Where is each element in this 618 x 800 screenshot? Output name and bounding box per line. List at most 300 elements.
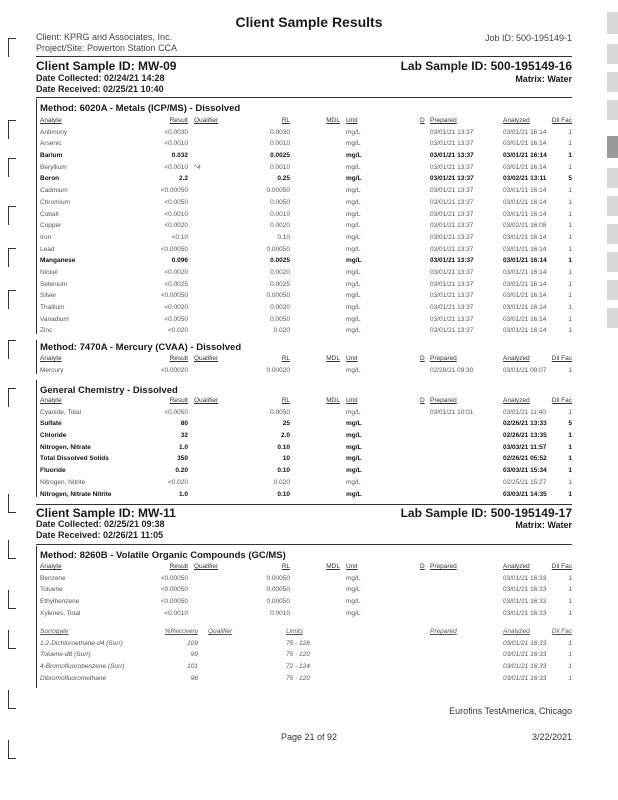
cell-dilfac: 1: [568, 432, 572, 440]
cell-analyzed: 03/01/21 16:33: [503, 639, 547, 647]
cell-dilfac: 1: [568, 245, 572, 253]
cell-unit: mg/L: [346, 455, 362, 463]
column-header-d: D: [420, 355, 425, 362]
cell-dilfac: 1: [568, 210, 572, 218]
cell-unit: mg/L: [346, 598, 361, 606]
cell-analyzed: 03/01/21 16:33: [503, 598, 547, 606]
column-header-prepared: Prepared: [430, 117, 457, 124]
cell-analyte: Cobalt: [40, 210, 59, 218]
cell-result: <0.00050: [160, 292, 188, 300]
cell-result: <0.020: [167, 327, 188, 335]
cell-result: 0.096: [171, 257, 188, 265]
table-row: [40, 244, 572, 256]
cell-dilfac: 1: [568, 455, 572, 463]
results-table-voc: [40, 561, 572, 619]
table-row: [40, 477, 572, 489]
cell-analyzed: 02/25/21 15:27: [503, 478, 547, 486]
margin-bracket: [8, 120, 16, 139]
side-tab: [607, 12, 618, 34]
cell-prepared: 03/01/21 13:37: [430, 233, 474, 241]
table-row: [40, 279, 572, 291]
table-row: [40, 365, 572, 377]
cell-analyte: Chloride: [40, 432, 67, 440]
column-header-analyzed: Analyzed: [503, 397, 530, 404]
column-header-mdl: MDL: [326, 117, 340, 124]
side-tab: [607, 196, 618, 216]
cell-analyte: Vanadium: [40, 315, 69, 323]
cell-analyte: Barium: [40, 152, 63, 160]
cell-unit: mg/L: [346, 420, 362, 428]
cell-result: <0.00050: [160, 574, 188, 582]
method-title: Method: 6020A - Metals (ICP/MS) - Dissolved: [40, 103, 241, 114]
cell-result: 0.20: [175, 467, 188, 475]
cell-recovery: 99: [190, 651, 198, 659]
column-header-unit: Unit: [346, 397, 358, 404]
method-title: Method: 7470A - Mercury (CVAA) - Dissolved: [40, 342, 242, 353]
margin-bracket: [8, 158, 16, 177]
cell-unit: mg/L: [346, 210, 361, 218]
cell-result: <0.00050: [160, 598, 188, 606]
column-header-limits: Limits: [286, 628, 303, 635]
lab-sample-id: Lab Sample ID: 500-195149-16: [400, 59, 572, 73]
cell-analyte: Sulfate: [40, 420, 62, 428]
cell-prepared: 03/01/21 13:37: [430, 257, 474, 265]
cell-result: <0.0050: [164, 315, 188, 323]
table-row: [40, 418, 572, 430]
cell-rl: 0.0025: [270, 280, 290, 288]
cell-analyte: Nitrogen, Nitrate Nitrite: [40, 490, 112, 498]
cell-analyzed: 03/03/21 14:35: [503, 490, 547, 498]
column-header-dilfac: Dil Fac: [551, 628, 572, 635]
cell-analyzed: 02/26/21 13:33: [503, 420, 547, 428]
cell-analyte: Copper: [40, 222, 62, 230]
cell-prepared: 03/01/21 13:37: [430, 140, 474, 148]
cell-dilfac: 1: [568, 315, 572, 323]
cell-rl: 0.0050: [270, 408, 290, 416]
cell-unit: mg/L: [346, 490, 362, 498]
cell-analyzed: 03/01/21 16:14: [503, 315, 547, 323]
side-tab: [607, 72, 618, 92]
divider: [36, 504, 572, 505]
cell-prepared: 03/01/21 10:01: [430, 408, 474, 416]
margin-bracket: [8, 388, 16, 407]
lab-sample-id: Lab Sample ID: 500-195149-17: [400, 506, 572, 520]
matrix: Matrix: Water: [515, 520, 572, 530]
cell-analyzed: 03/01/21 16:14: [503, 292, 547, 300]
column-header-qualifier: Qualifier: [194, 117, 219, 124]
date-received: Date Received: 02/26/21 11:05: [36, 530, 164, 540]
cell-limits: 75 - 120: [286, 674, 310, 682]
margin-bracket: [8, 290, 16, 309]
client-sample-id: Client Sample ID: MW-11: [36, 506, 176, 520]
cell-dilfac: 1: [568, 304, 572, 311]
margin-bracket: [8, 340, 16, 359]
footer-company: Eurofins TestAmerica, Chicago: [449, 706, 572, 716]
cell-dilfac: 1: [568, 443, 572, 451]
column-header-analyzed: Analyzed: [503, 355, 530, 362]
method-title: General Chemistry - Dissolved: [40, 385, 178, 396]
cell-analyzed: 03/01/21 16:14: [503, 187, 547, 195]
cell-dilfac: 1: [568, 467, 572, 475]
cell-unit: mg/L: [346, 432, 362, 440]
cell-analyzed: 03/01/21 16:14: [503, 304, 547, 311]
column-header-analyte: Analyte: [40, 397, 62, 404]
margin-bracket: [8, 630, 16, 649]
cell-analyzed: 03/02/21 16:08: [503, 222, 547, 230]
cell-unit: mg/L: [346, 140, 361, 148]
cell-analyzed: 02/26/21 05:52: [503, 455, 547, 463]
cell-dilfac: 1: [568, 639, 572, 647]
sample-dates: [36, 73, 165, 95]
cell-rl: 0.0050: [270, 315, 290, 323]
client-info: [36, 32, 177, 54]
cell-prepared: 03/01/21 13:37: [430, 152, 474, 160]
table-row: [40, 584, 572, 596]
side-tab: [607, 100, 618, 120]
table-row: [40, 407, 572, 419]
cell-analyte: Nitrogen, Nitrate: [40, 443, 91, 451]
cell-result: <0.0020: [164, 268, 188, 276]
cell-analyzed: 03/03/21 15:34: [503, 467, 547, 475]
margin-bracket: [8, 248, 16, 267]
column-header-prepared: Prepared: [430, 397, 457, 404]
cell-analyte: Antimony: [40, 128, 68, 136]
cell-result: 1.0: [178, 490, 188, 498]
cell-rl: 0.0010: [270, 210, 290, 218]
cell-unit: mg/L: [346, 280, 361, 288]
side-tab: [607, 252, 618, 272]
side-tab: [607, 280, 618, 300]
cell-rl: 0.0025: [270, 257, 290, 265]
divider: [36, 97, 572, 98]
column-header-analyte: Analyte: [40, 355, 62, 362]
client-name: Client: KPRG and Associates, Inc.: [36, 32, 173, 42]
cell-limits: 75 - 126: [286, 639, 310, 647]
cell-rl: 0.00050: [266, 574, 290, 582]
cell-analyzed: 02/26/21 13:35: [503, 432, 547, 440]
job-id: Job ID: 500-195149-1: [484, 33, 572, 43]
cell-result: <0.0020: [164, 304, 188, 311]
cell-result: <0.0010: [164, 163, 188, 171]
results-table-mercury: [40, 353, 572, 376]
cell-prepared: 03/01/21 13:37: [430, 175, 474, 183]
cell-unit: mg/L: [346, 163, 361, 171]
cell-analyzed: 03/01/21 11:40: [503, 408, 546, 416]
cell-dilfac: 1: [568, 280, 572, 288]
cell-surrogate: 4-Bromofluorobenzene (Surr): [40, 663, 125, 671]
cell-dilfac: 1: [568, 408, 572, 416]
table-row: [40, 325, 572, 337]
cell-prepared: 03/01/21 13:37: [430, 292, 474, 300]
column-header-surrogate: Surrogate: [40, 628, 69, 635]
cell-rl: 0.00050: [266, 245, 290, 253]
cell-analyzed: 03/01/21 16:33: [503, 586, 547, 594]
cell-rl: 2.0: [280, 432, 290, 440]
column-header-mdl: MDL: [326, 563, 340, 570]
column-header-prepared: Prepared: [430, 628, 457, 635]
cell-limits: 72 - 124: [286, 663, 310, 671]
cell-result: <0.0010: [164, 210, 188, 218]
cell-unit: mg/L: [346, 315, 361, 323]
cell-recovery: 109: [187, 639, 198, 647]
cell-analyzed: 03/01/21 16:33: [503, 663, 547, 671]
table-row: [40, 173, 572, 185]
cell-rl: 0.00050: [266, 187, 290, 195]
cell-analyte: Manganese: [40, 257, 76, 265]
table-row: [40, 162, 572, 174]
column-header-analyzed: Analyzed: [503, 563, 530, 570]
cell-unit: mg/L: [346, 268, 361, 276]
date-collected: Date Collected: 02/25/21 09:38: [36, 519, 165, 529]
column-header-unit: Unit: [346, 563, 358, 570]
cell-rl: 0.0010: [270, 140, 290, 148]
cell-prepared: 03/01/21 13:37: [430, 222, 474, 230]
table-row: [40, 197, 572, 209]
cell-dilfac: 1: [568, 268, 572, 276]
cell-analyte: Mercury: [40, 366, 64, 374]
cell-unit: mg/L: [346, 198, 361, 206]
column-header-dilfac: Dil Fac: [551, 397, 572, 404]
cell-analyzed: 03/01/21 16:14: [503, 327, 547, 335]
cell-result: 32: [180, 432, 188, 440]
column-header-qualifier: Qualifier: [208, 628, 233, 635]
cell-prepared: 03/01/21 13:37: [430, 187, 474, 195]
margin-bracket: [8, 540, 16, 559]
cell-result: <0.10: [171, 233, 188, 241]
cell-dilfac: 1: [568, 292, 572, 300]
cell-dilfac: 1: [568, 327, 572, 335]
cell-dilfac: 1: [568, 187, 572, 195]
cell-analyte: Arsenic: [40, 140, 62, 148]
cell-result: <0.0050: [164, 408, 188, 416]
cell-unit: mg/L: [346, 233, 361, 241]
surrogate-table: [40, 626, 572, 684]
margin-bracket: [8, 494, 16, 513]
cell-analyte: Nitrogen, Nitrite: [40, 478, 86, 486]
table-header: [40, 395, 572, 407]
cell-rl: 0.10: [277, 490, 290, 498]
results-table-general: [40, 395, 572, 500]
cell-unit: mg/L: [346, 478, 361, 486]
cell-result: <0.0020: [164, 222, 188, 230]
page-number: Page 21 of 92: [280, 732, 338, 742]
cell-unit: mg/L: [346, 187, 361, 195]
table-row: [40, 442, 572, 454]
cell-rl: 0.25: [277, 175, 290, 183]
cell-unit: mg/L: [346, 128, 361, 136]
table-row: [40, 255, 572, 267]
divider: [36, 56, 572, 57]
cell-limits: 75 - 120: [286, 651, 310, 659]
cell-analyzed: 03/01/21 16:14: [503, 198, 547, 206]
cell-dilfac: 1: [568, 222, 572, 230]
table-row: [40, 290, 572, 302]
cell-rl: 0.020: [273, 327, 290, 335]
cell-analyte: Thallium: [40, 304, 65, 311]
cell-prepared: 03/01/21 13:37: [430, 128, 474, 136]
cell-dilfac: 1: [568, 366, 572, 374]
table-row: [40, 430, 572, 442]
column-header-analyzed: Analyzed: [503, 117, 530, 124]
cell-result: 80: [180, 420, 188, 428]
column-header-prepared: Prepared: [430, 355, 457, 362]
cell-dilfac: 5: [568, 420, 572, 428]
column-header-mdl: MDL: [326, 397, 340, 404]
date-collected: Date Collected: 02/24/21 14:28: [36, 73, 165, 83]
date-received: Date Received: 02/25/21 10:40: [36, 84, 164, 94]
column-header-rl: RL: [281, 563, 290, 570]
table-header: [40, 115, 572, 127]
cell-analyzed: 03/01/21 16:14: [503, 245, 547, 253]
margin-bracket: [8, 38, 16, 57]
cell-analyte: Toluene: [40, 586, 63, 594]
cell-analyzed: 03/01/21 16:14: [503, 210, 547, 218]
cell-rl: 0.00020: [266, 366, 290, 374]
column-header-result: Result: [169, 117, 188, 124]
margin-bracket: [8, 740, 16, 759]
cell-dilfac: 1: [568, 233, 572, 241]
cell-dilfac: 1: [568, 586, 572, 594]
table-row: [40, 453, 572, 465]
method-title: Method: 8260B - Volatile Organic Compounds (GC/MS): [40, 550, 286, 561]
cell-rl: 0.00050: [266, 292, 290, 300]
cell-analyzed: 03/01/21 16:33: [503, 609, 547, 617]
cell-result: <0.0025: [164, 280, 188, 288]
cell-result: <0.00050: [160, 245, 188, 253]
table-row: [40, 489, 572, 501]
cell-rl: 0.00050: [266, 586, 290, 594]
side-tab: [607, 308, 618, 328]
column-header-mdl: MDL: [326, 355, 340, 362]
cell-analyte: Cadmium: [40, 187, 68, 195]
table-header: [40, 353, 572, 365]
column-header-recovery: %Recovery: [164, 628, 198, 635]
cell-result: <0.00050: [160, 187, 188, 195]
cell-dilfac: 1: [568, 163, 572, 171]
cell-unit: mg/L: [346, 327, 361, 335]
cell-unit: mg/L: [346, 257, 362, 265]
side-tab: [607, 44, 618, 64]
column-header-prepared: Prepared: [430, 563, 457, 570]
margin-bracket: [8, 206, 16, 225]
cell-result: 0.032: [171, 152, 188, 160]
cell-prepared: 03/01/21 13:37: [430, 315, 474, 323]
cell-analyzed: 03/01/21 09:07: [503, 366, 547, 374]
client-sample-id: Client Sample ID: MW-09: [36, 59, 177, 73]
cell-unit: mg/L: [346, 222, 361, 230]
cell-rl: 0.0020: [270, 222, 290, 230]
cell-unit: mg/L: [346, 443, 362, 451]
cell-recovery: 96: [190, 674, 198, 682]
cell-result: 1.0: [178, 443, 188, 451]
cell-surrogate: Toluene-d8 (Surr): [40, 651, 91, 659]
table-row: [40, 596, 572, 608]
column-header-dilfac: Dil Fac: [551, 563, 572, 570]
table-row: [40, 465, 572, 477]
cell-analyzed: 03/02/21 13:11: [503, 175, 547, 183]
cell-qualifier: ^4: [194, 163, 201, 171]
column-header-rl: RL: [281, 117, 290, 124]
cell-dilfac: 1: [568, 609, 572, 617]
cell-analyte: Zinc: [40, 327, 53, 335]
cell-rl: 0.00050: [266, 598, 290, 606]
cell-unit: mg/L: [346, 152, 362, 160]
cell-analyte: Lead: [40, 245, 55, 253]
cell-unit: mg/L: [346, 408, 361, 416]
table-row: [40, 185, 572, 197]
cell-dilfac: 1: [568, 152, 572, 160]
cell-rl: 0.10: [277, 467, 290, 475]
cell-surrogate: Dibromofluoromethane: [40, 674, 107, 682]
column-header-rl: RL: [281, 397, 290, 404]
side-tab: [607, 224, 618, 244]
cell-result: <0.0030: [164, 128, 188, 136]
column-header-dilfac: Dil Fac: [551, 117, 572, 124]
results-table-metals: [40, 115, 572, 337]
cell-analyte: Boron: [40, 175, 60, 183]
cell-rl: 0.0050: [270, 198, 290, 206]
cell-dilfac: 1: [568, 257, 572, 265]
column-header-d: D: [420, 563, 425, 570]
cell-dilfac: 1: [568, 198, 572, 206]
cell-surrogate: 1,2-Dichloroethane-d4 (Surr): [40, 639, 123, 647]
cell-analyzed: 03/01/21 16:14: [503, 280, 547, 288]
cell-result: <0.0010: [164, 140, 188, 148]
divider: [36, 544, 572, 545]
cell-rl: 0.0025: [270, 152, 290, 160]
cell-unit: mg/L: [346, 175, 362, 183]
column-header-unit: Unit: [346, 355, 358, 362]
cell-prepared: 03/01/21 13:37: [430, 304, 474, 311]
cell-prepared: 03/01/21 13:37: [430, 327, 474, 335]
cell-analyte: Silver: [40, 292, 57, 300]
side-tab-active: [607, 136, 618, 158]
cell-result: <0.020: [167, 478, 188, 486]
cell-prepared: 03/01/21 13:37: [430, 210, 474, 218]
cell-analyzed: 03/01/21 16:14: [503, 257, 547, 265]
cell-recovery: 101: [187, 663, 198, 671]
cell-dilfac: 1: [568, 663, 572, 671]
cell-analyte: Fluoride: [40, 467, 66, 475]
cell-rl: 0.0020: [270, 268, 290, 276]
cell-analyzed: 03/01/21 16:14: [503, 152, 547, 160]
column-header-d: D: [420, 397, 425, 404]
cell-analyte: Total Dissolved Solids: [40, 455, 109, 463]
table-row: [40, 150, 572, 162]
surrogate-row: [40, 649, 572, 661]
surrogate-row: [40, 673, 572, 685]
column-header-analyzed: Analyzed: [503, 628, 530, 635]
cell-result: <0.0050: [164, 198, 188, 206]
table-row: [40, 127, 572, 139]
cell-rl: 25: [282, 420, 290, 428]
cell-dilfac: 1: [568, 674, 572, 682]
cell-prepared: 03/01/21 13:37: [430, 163, 474, 171]
column-header-result: Result: [169, 355, 188, 362]
cell-analyte: Beryllium: [40, 163, 67, 171]
surrogate-row: [40, 661, 572, 673]
column-header-analyte: Analyte: [40, 117, 62, 124]
table-header: [40, 561, 572, 573]
cell-unit: mg/L: [346, 609, 361, 617]
cell-analyte: Benzene: [40, 574, 66, 582]
cell-rl: 0.10: [277, 443, 290, 451]
table-row: [40, 608, 572, 620]
table-row: [40, 138, 572, 150]
cell-rl: 10: [282, 455, 290, 463]
cell-analyte: Iron: [40, 233, 52, 241]
cell-dilfac: 1: [568, 140, 572, 148]
